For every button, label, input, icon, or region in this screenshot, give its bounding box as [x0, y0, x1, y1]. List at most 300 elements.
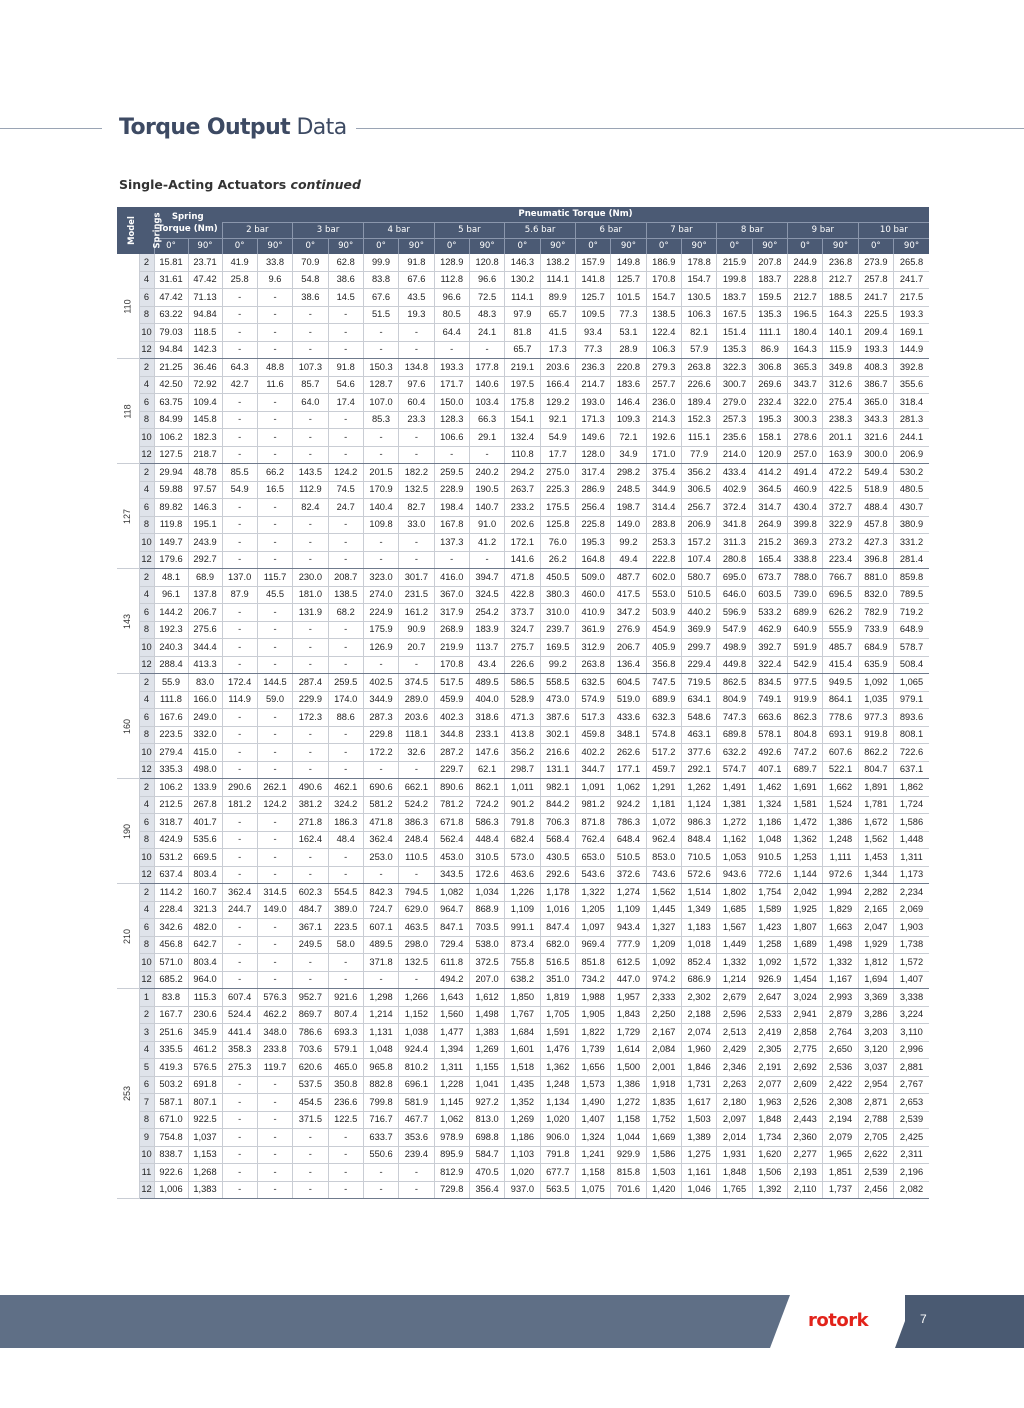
pneumatic-torque-cell: 1,957 [611, 989, 646, 1007]
pneumatic-torque-cell: 974.2 [646, 971, 681, 989]
pneumatic-torque-cell: 183.7 [717, 289, 752, 307]
pneumatic-torque-cell: - [399, 971, 434, 989]
pneumatic-torque-cell: - [363, 341, 398, 359]
model-cell: 160 [117, 674, 139, 779]
pneumatic-torque-cell: 372.4 [717, 499, 752, 517]
spring-torque-cell: 344.4 [188, 639, 222, 657]
pneumatic-torque-cell: - [363, 534, 398, 552]
springs-cell: 8 [139, 516, 154, 534]
pneumatic-torque-cell: - [399, 534, 434, 552]
pneumatic-torque-cell: 322.9 [823, 516, 858, 534]
pneumatic-torque-cell: - [328, 761, 363, 779]
pneumatic-torque-cell: 472.2 [823, 464, 858, 482]
pneumatic-torque-cell: 462.9 [752, 621, 787, 639]
pneumatic-torque-cell: - [222, 534, 257, 552]
pneumatic-torque-cell: 99.2 [540, 656, 575, 674]
pneumatic-torque-cell: 128.9 [434, 254, 469, 271]
pneumatic-torque-cell: 1,131 [363, 1024, 398, 1042]
header-pneumatic-torque: Pneumatic Torque (Nm) [222, 207, 929, 223]
pneumatic-torque-cell: 164.3 [823, 306, 858, 324]
pneumatic-torque-cell: 60.4 [399, 394, 434, 412]
pneumatic-torque-cell: 517.3 [575, 709, 610, 727]
pneumatic-torque-cell: - [257, 499, 292, 517]
pneumatic-torque-cell: - [222, 1094, 257, 1112]
pneumatic-torque-cell: 634.1 [681, 691, 716, 709]
header-angle-0: 0° [717, 239, 752, 255]
pneumatic-torque-cell: 1,386 [823, 814, 858, 832]
pneumatic-torque-cell: 275.3 [222, 1059, 257, 1077]
pneumatic-torque-cell: - [222, 849, 257, 867]
pneumatic-torque-cell: 862.5 [717, 674, 752, 692]
pneumatic-torque-cell: 136.4 [611, 656, 646, 674]
pneumatic-torque-cell: 188.5 [823, 289, 858, 307]
pneumatic-torque-cell: 1,269 [469, 1041, 504, 1059]
pneumatic-torque-cell: 233.2 [505, 499, 540, 517]
pneumatic-torque-cell: 586.5 [505, 674, 540, 692]
pneumatic-torque-cell: 646.0 [717, 586, 752, 604]
pneumatic-torque-cell: 470.5 [469, 1164, 504, 1182]
pneumatic-torque-cell: 107.0 [363, 394, 398, 412]
pneumatic-torque-cell: 1,248 [540, 1076, 575, 1094]
pneumatic-torque-cell: 109.8 [363, 516, 398, 534]
pneumatic-torque-cell: 399.8 [788, 516, 823, 534]
pneumatic-torque-cell: 465.0 [328, 1059, 363, 1077]
springs-cell: 6 [139, 814, 154, 832]
pneumatic-torque-cell: 387.6 [540, 709, 575, 727]
pneumatic-torque-cell: 1,186 [752, 814, 787, 832]
pneumatic-torque-cell: 1,183 [681, 919, 716, 937]
pneumatic-torque-cell: 943.6 [717, 866, 752, 884]
pneumatic-torque-cell: 177.8 [469, 359, 504, 377]
spring-torque-cell: 531.2 [154, 849, 188, 867]
pneumatic-torque-cell: - [293, 726, 328, 744]
springs-cell: 6 [139, 394, 154, 412]
pneumatic-torque-cell: 324.7 [505, 621, 540, 639]
pneumatic-torque-cell: 804.8 [788, 726, 823, 744]
pneumatic-torque-cell: 14.5 [328, 289, 363, 307]
table-row [117, 341, 929, 359]
section-subtitle-main: Single-Acting Actuators [119, 177, 287, 192]
spring-torque-cell: 228.4 [154, 901, 188, 919]
pneumatic-torque-cell: 275.4 [823, 394, 858, 412]
pneumatic-torque-cell: - [293, 639, 328, 657]
pneumatic-torque-cell: 2,311 [894, 1146, 929, 1164]
pneumatic-torque-cell: 124.2 [257, 796, 292, 814]
pneumatic-torque-cell: 192.6 [646, 429, 681, 447]
pneumatic-torque-cell: 852.4 [681, 954, 716, 972]
pneumatic-torque-cell: 706.3 [540, 814, 575, 832]
pneumatic-torque-cell: 1,275 [681, 1146, 716, 1164]
pneumatic-torque-cell: 380.9 [894, 516, 929, 534]
pneumatic-torque-cell: 498.9 [717, 639, 752, 657]
pneumatic-torque-cell: 430.4 [788, 499, 823, 517]
pneumatic-torque-cell: 87.9 [222, 586, 257, 604]
pneumatic-torque-cell: 225.8 [575, 516, 610, 534]
pneumatic-torque-cell: 1,737 [823, 1181, 858, 1199]
pneumatic-torque-cell: 2,196 [894, 1164, 929, 1182]
pneumatic-torque-cell: 207.0 [469, 971, 504, 989]
spring-torque-cell: 218.7 [188, 446, 222, 464]
pneumatic-torque-cell: - [257, 656, 292, 674]
table-row [117, 464, 929, 482]
pneumatic-torque-cell: 1,812 [858, 954, 893, 972]
pneumatic-torque-cell: 20.7 [399, 639, 434, 657]
spring-torque-cell: 587.1 [154, 1094, 188, 1112]
header-pressure: 9 bar [788, 223, 859, 239]
header-spring-torque: Spring Torque (Nm) [154, 207, 222, 239]
pneumatic-torque-cell: 979.1 [894, 691, 929, 709]
pneumatic-torque-cell: 454.9 [646, 621, 681, 639]
pneumatic-torque-cell: 93.4 [575, 324, 610, 342]
pneumatic-torque-cell: 1,765 [717, 1181, 752, 1199]
pneumatic-torque-cell: 1,262 [681, 779, 716, 797]
pneumatic-torque-cell: 343.3 [858, 411, 893, 429]
pneumatic-torque-cell: 2,422 [823, 1076, 858, 1094]
pneumatic-torque-cell: 59.0 [257, 691, 292, 709]
pneumatic-torque-cell: 364.5 [752, 481, 787, 499]
pneumatic-torque-cell: 239.4 [399, 1146, 434, 1164]
pneumatic-torque-cell: 167.5 [717, 306, 752, 324]
pneumatic-torque-cell: 890.6 [434, 779, 469, 797]
pneumatic-torque-cell: 604.5 [611, 674, 646, 692]
table-row [117, 516, 929, 534]
page-title [119, 114, 347, 142]
pneumatic-torque-cell: 48.8 [257, 359, 292, 377]
pneumatic-torque-cell: 1,662 [823, 779, 858, 797]
table-row [117, 1024, 929, 1042]
pneumatic-torque-cell: - [222, 744, 257, 762]
pneumatic-torque-cell: 28.9 [611, 341, 646, 359]
pneumatic-torque-cell: - [257, 516, 292, 534]
springs-cell: 9 [139, 1129, 154, 1147]
pneumatic-torque-cell: 177.1 [611, 761, 646, 779]
pneumatic-torque-cell: 302.1 [540, 726, 575, 744]
spring-torque-cell: 637.4 [154, 866, 188, 884]
pneumatic-torque-cell: 209.4 [858, 324, 893, 342]
pneumatic-torque-cell: - [222, 936, 257, 954]
springs-cell: 4 [139, 586, 154, 604]
pneumatic-torque-cell: 208.7 [328, 569, 363, 587]
pneumatic-torque-cell: - [328, 866, 363, 884]
pneumatic-torque-cell: 97.9 [505, 306, 540, 324]
pneumatic-torque-cell: 178.8 [681, 254, 716, 271]
pneumatic-torque-cell: - [222, 919, 257, 937]
pneumatic-torque-cell: 76.0 [540, 534, 575, 552]
springs-cell: 10 [139, 954, 154, 972]
pneumatic-torque-cell: - [222, 866, 257, 884]
pneumatic-torque-cell: 62.1 [469, 761, 504, 779]
spring-torque-cell: 114.2 [154, 884, 188, 902]
pneumatic-torque-cell: 430.7 [894, 499, 929, 517]
header-pressure: 3 bar [293, 223, 364, 239]
pneumatic-torque-cell: 225.3 [540, 481, 575, 499]
pneumatic-torque-cell: - [293, 1181, 328, 1199]
pneumatic-torque-cell: 43.5 [399, 289, 434, 307]
pneumatic-torque-cell: 503.9 [646, 604, 681, 622]
pneumatic-torque-cell: 1,581 [788, 796, 823, 814]
pneumatic-torque-cell: 229.7 [434, 761, 469, 779]
pneumatic-torque-cell: - [293, 516, 328, 534]
spring-torque-cell: 23.71 [188, 254, 222, 271]
pneumatic-torque-cell: 462.2 [257, 1006, 292, 1024]
pneumatic-torque-cell: 402.5 [363, 674, 398, 692]
pneumatic-torque-cell: - [434, 446, 469, 464]
pneumatic-torque-cell: 66.2 [257, 464, 292, 482]
pneumatic-torque-cell: 459.8 [575, 726, 610, 744]
pneumatic-torque-cell: 1,738 [894, 936, 929, 954]
pneumatic-torque-cell: 1,394 [434, 1041, 469, 1059]
pneumatic-torque-cell: 2,609 [788, 1076, 823, 1094]
pneumatic-torque-cell: 949.5 [823, 674, 858, 692]
pneumatic-torque-cell: 2,014 [717, 1129, 752, 1147]
section-subtitle-continued: continued [290, 177, 361, 192]
pneumatic-torque-cell: 11.6 [257, 376, 292, 394]
pneumatic-torque-cell: 91.8 [328, 359, 363, 377]
pneumatic-torque-cell: - [222, 1129, 257, 1147]
spring-torque-cell: 167.6 [154, 709, 188, 727]
pneumatic-torque-cell: 314.7 [752, 499, 787, 517]
pneumatic-torque-cell: 362.4 [363, 831, 398, 849]
pneumatic-torque-cell: 633.7 [363, 1129, 398, 1147]
pneumatic-torque-cell: 459.9 [434, 691, 469, 709]
pneumatic-torque-cell: 41.2 [469, 534, 504, 552]
spring-torque-cell: 137.8 [188, 586, 222, 604]
header-angle-90: 90° [823, 239, 858, 255]
pneumatic-torque-cell: 2,539 [858, 1164, 893, 1182]
pneumatic-torque-cell: 952.7 [293, 989, 328, 1007]
spring-torque-cell: 106.2 [154, 429, 188, 447]
pneumatic-torque-cell: 106.3 [681, 306, 716, 324]
pneumatic-torque-cell: 473.0 [540, 691, 575, 709]
pneumatic-torque-cell: 747.2 [788, 744, 823, 762]
spring-torque-cell: 118.5 [188, 324, 222, 342]
pneumatic-torque-cell: 196.5 [788, 306, 823, 324]
header-angle-90: 90° [681, 239, 716, 255]
pneumatic-torque-cell: 238.3 [823, 411, 858, 429]
pneumatic-torque-cell: 172.4 [222, 674, 257, 692]
pneumatic-torque-cell: - [222, 726, 257, 744]
pneumatic-torque-cell: 1,822 [575, 1024, 610, 1042]
pneumatic-torque-cell: 144.5 [257, 674, 292, 692]
pneumatic-torque-cell: 226.6 [505, 656, 540, 674]
pneumatic-torque-cell: 82.4 [293, 499, 328, 517]
page-number: 7 [920, 1312, 927, 1326]
pneumatic-torque-cell: 937.0 [505, 1181, 540, 1199]
pneumatic-torque-cell: 72.1 [611, 429, 646, 447]
spring-torque-cell: 142.3 [188, 341, 222, 359]
pneumatic-torque-cell: 1,035 [858, 691, 893, 709]
pneumatic-torque-cell: 158.1 [752, 429, 787, 447]
spring-torque-cell: 195.1 [188, 516, 222, 534]
pneumatic-torque-cell: 1,226 [505, 884, 540, 902]
table-row [117, 691, 929, 709]
pneumatic-torque-cell: 175.5 [540, 499, 575, 517]
spring-torque-cell: 335.5 [154, 1041, 188, 1059]
pneumatic-torque-cell: 457.8 [858, 516, 893, 534]
pneumatic-torque-cell: 1,383 [469, 1024, 504, 1042]
pneumatic-torque-cell: 581.9 [399, 1094, 434, 1112]
header-rule-right [356, 128, 1024, 129]
pneumatic-torque-cell: 77.9 [681, 446, 716, 464]
pneumatic-torque-cell: 1,503 [646, 1164, 681, 1182]
spring-torque-cell: 89.82 [154, 499, 188, 517]
spring-torque-cell: 96.1 [154, 586, 188, 604]
pneumatic-torque-cell: 2,993 [823, 989, 858, 1007]
pneumatic-torque-cell: 1,454 [788, 971, 823, 989]
pneumatic-torque-cell: 125.8 [540, 516, 575, 534]
pneumatic-torque-cell: 170.8 [434, 656, 469, 674]
pneumatic-torque-cell: 310.0 [540, 604, 575, 622]
pneumatic-torque-cell: 1,589 [752, 901, 787, 919]
pneumatic-torque-cell: 579.1 [328, 1041, 363, 1059]
spring-torque-cell: 243.9 [188, 534, 222, 552]
pneumatic-torque-cell: 1,891 [858, 779, 893, 797]
pneumatic-torque-cell: 682.4 [505, 831, 540, 849]
pneumatic-torque-cell: 248.4 [399, 831, 434, 849]
pneumatic-torque-cell: 576.3 [257, 989, 292, 1007]
springs-cell: 2 [139, 779, 154, 797]
pneumatic-torque-cell: 344.9 [363, 691, 398, 709]
springs-cell: 8 [139, 411, 154, 429]
pneumatic-torque-cell: 89.9 [540, 289, 575, 307]
pneumatic-torque-cell: 163.9 [823, 446, 858, 464]
pneumatic-torque-cell: 671.8 [434, 814, 469, 832]
pneumatic-torque-cell: 32.6 [399, 744, 434, 762]
pneumatic-torque-cell: 350.8 [328, 1076, 363, 1094]
pneumatic-torque-cell: 3,024 [788, 989, 823, 1007]
pneumatic-torque-cell: 82.7 [399, 499, 434, 517]
pneumatic-torque-cell: 1,685 [717, 901, 752, 919]
spring-torque-cell: 498.0 [188, 761, 222, 779]
pneumatic-torque-cell: 673.7 [752, 569, 787, 587]
pneumatic-torque-cell: 122.5 [328, 1111, 363, 1129]
model-cell: 110 [117, 254, 139, 359]
pneumatic-torque-cell: 1,445 [646, 901, 681, 919]
pneumatic-torque-cell: 638.2 [505, 971, 540, 989]
pneumatic-torque-cell: 772.6 [752, 866, 787, 884]
pneumatic-torque-cell: 459.7 [646, 761, 681, 779]
spring-torque-cell: 321.3 [188, 901, 222, 919]
table-row [117, 1111, 929, 1129]
pneumatic-torque-cell: 460.0 [575, 586, 610, 604]
pneumatic-torque-cell: - [293, 324, 328, 342]
pneumatic-torque-cell: - [257, 446, 292, 464]
pneumatic-torque-cell: 322.4 [752, 656, 787, 674]
pneumatic-torque-cell: - [293, 656, 328, 674]
pneumatic-torque-cell: 162.4 [293, 831, 328, 849]
table-row [117, 744, 929, 762]
spring-torque-cell: 419.3 [154, 1059, 188, 1077]
pneumatic-torque-cell: 171.7 [434, 376, 469, 394]
pneumatic-torque-cell: 289.0 [399, 691, 434, 709]
pneumatic-torque-cell: 1,407 [894, 971, 929, 989]
pneumatic-torque-cell: 873.4 [505, 936, 540, 954]
pneumatic-torque-cell: - [222, 954, 257, 972]
table-row [117, 1129, 929, 1147]
spring-torque-cell: 318.7 [154, 814, 188, 832]
pneumatic-torque-cell: 369.3 [788, 534, 823, 552]
pneumatic-torque-cell: 164.8 [575, 551, 610, 569]
pneumatic-torque-cell: 607.1 [363, 919, 398, 937]
pneumatic-torque-cell: 703.6 [293, 1041, 328, 1059]
pneumatic-torque-cell: 189.4 [681, 394, 716, 412]
pneumatic-torque-cell: 219.1 [505, 359, 540, 377]
pneumatic-torque-cell: 198.4 [434, 499, 469, 517]
pneumatic-torque-cell: 982.1 [540, 779, 575, 797]
pneumatic-torque-cell: 62.8 [328, 254, 363, 271]
header-angle-90: 90° [894, 239, 929, 255]
table-row [117, 1094, 929, 1112]
pneumatic-torque-cell: - [257, 954, 292, 972]
pneumatic-torque-cell: 321.6 [858, 429, 893, 447]
pneumatic-torque-cell: 848.4 [681, 831, 716, 849]
pneumatic-torque-cell: 1,324 [575, 1129, 610, 1147]
pneumatic-torque-cell: 273.9 [858, 254, 893, 271]
pneumatic-torque-cell: 943.4 [611, 919, 646, 937]
pneumatic-torque-cell: 1,162 [717, 831, 752, 849]
pneumatic-torque-cell: - [293, 306, 328, 324]
spring-torque-cell: 461.2 [188, 1041, 222, 1059]
pneumatic-torque-cell: 106.3 [646, 341, 681, 359]
pneumatic-torque-cell: 462.1 [328, 779, 363, 797]
pneumatic-torque-cell: 893.6 [894, 709, 929, 727]
pneumatic-torque-cell: 488.4 [858, 499, 893, 517]
pneumatic-torque-cell: 274.0 [363, 586, 398, 604]
pneumatic-torque-cell: 1,476 [540, 1041, 575, 1059]
pneumatic-torque-cell: - [399, 341, 434, 359]
pneumatic-torque-cell: 122.4 [646, 324, 681, 342]
pneumatic-torque-cell: 101.5 [611, 289, 646, 307]
pneumatic-torque-cell: 344.7 [575, 761, 610, 779]
pneumatic-torque-cell: 17.7 [540, 446, 575, 464]
pneumatic-torque-cell: 58.0 [328, 936, 363, 954]
pneumatic-torque-cell: 1,011 [505, 779, 540, 797]
pneumatic-torque-cell: 197.5 [505, 376, 540, 394]
pneumatic-torque-cell: - [328, 656, 363, 674]
pneumatic-torque-cell: 1,091 [575, 779, 610, 797]
pneumatic-torque-cell: - [257, 604, 292, 622]
pneumatic-torque-cell: - [399, 866, 434, 884]
pneumatic-torque-cell: 1,694 [858, 971, 893, 989]
pneumatic-torque-cell: 895.9 [434, 1146, 469, 1164]
pneumatic-torque-cell: 171.0 [646, 446, 681, 464]
springs-cell: 12 [139, 761, 154, 779]
spring-torque-cell: 964.0 [188, 971, 222, 989]
spring-torque-cell: 1,037 [188, 1129, 222, 1147]
pneumatic-torque-cell: 353.6 [399, 1129, 434, 1147]
pneumatic-torque-cell: 290.6 [222, 779, 257, 797]
pneumatic-torque-cell: 480.5 [894, 481, 929, 499]
pneumatic-torque-cell: 119.7 [257, 1059, 292, 1077]
pneumatic-torque-cell: 338.8 [788, 551, 823, 569]
pneumatic-torque-cell: - [293, 1164, 328, 1182]
pneumatic-torque-cell: 1,514 [681, 884, 716, 902]
pneumatic-torque-cell: 259.5 [328, 674, 363, 692]
pneumatic-torque-cell: 1,158 [575, 1164, 610, 1182]
spring-torque-cell: 83.8 [154, 989, 188, 1007]
spring-torque-cell: 42.50 [154, 376, 188, 394]
pneumatic-torque-cell: 248.5 [611, 481, 646, 499]
pneumatic-torque-cell: 67.6 [363, 289, 398, 307]
pneumatic-torque-cell: 80.5 [434, 306, 469, 324]
pneumatic-torque-cell: - [257, 726, 292, 744]
pneumatic-torque-cell: 367.0 [434, 586, 469, 604]
springs-cell: 4 [139, 691, 154, 709]
pneumatic-torque-cell: 244.1 [894, 429, 929, 447]
pneumatic-torque-cell: 70.9 [293, 254, 328, 271]
pneumatic-torque-cell: 174.0 [328, 691, 363, 709]
pneumatic-torque-cell: 48.4 [328, 831, 363, 849]
